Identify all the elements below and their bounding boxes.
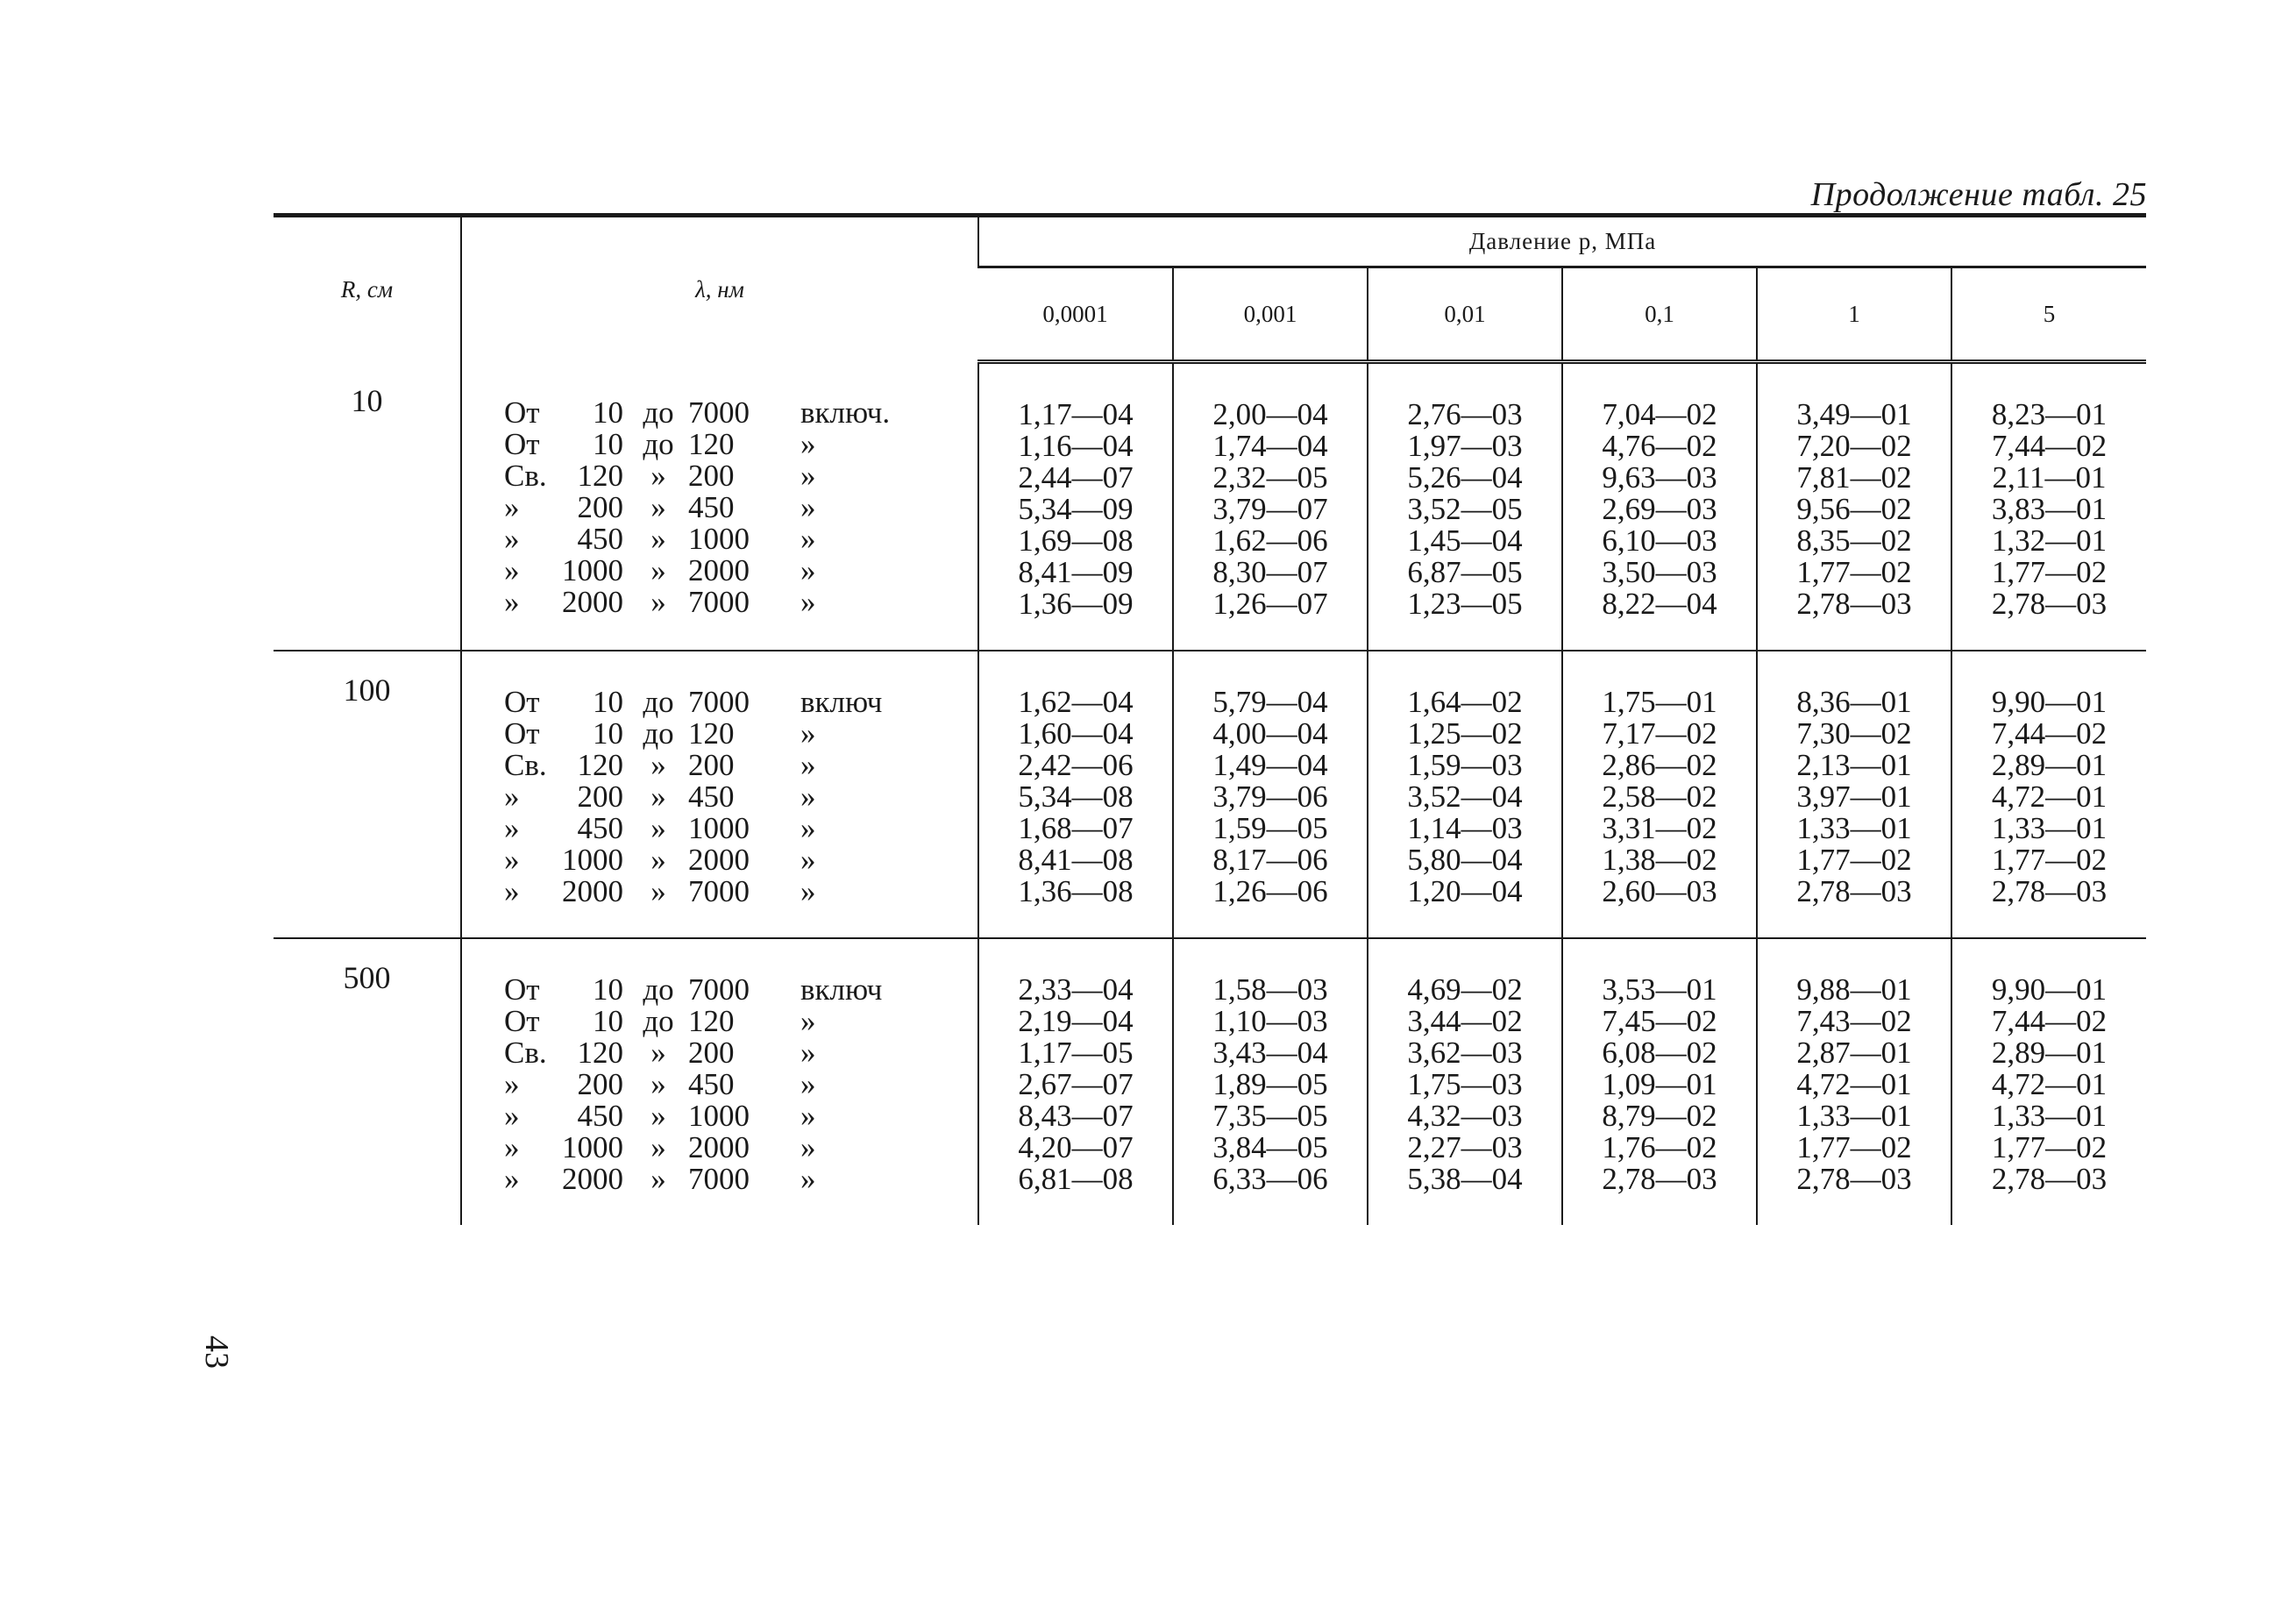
wavelength-range <box>504 750 977 781</box>
value: 1,36—09 <box>1018 587 1134 621</box>
value: 9,88—01 <box>1796 972 1912 1007</box>
value: 8,22—04 <box>1602 587 1717 621</box>
value-column-cell <box>1757 938 1951 1225</box>
header-pressure-value: 0,001 <box>1173 267 1368 362</box>
wavelength-range-cell <box>461 651 978 938</box>
range-part: 2000 <box>562 874 623 908</box>
range-part: » <box>800 716 816 751</box>
range-part: » <box>650 748 666 782</box>
value: 1,59—05 <box>1212 811 1328 845</box>
table-caption: Продолжение табл. 25 <box>1810 176 2147 213</box>
range-part: » <box>504 584 520 619</box>
range-part: » <box>800 874 816 908</box>
range-part: 7000 <box>688 395 750 430</box>
value: 2,87—01 <box>1796 1036 1912 1070</box>
value: 1,75—03 <box>1407 1067 1523 1101</box>
range-part: до <box>643 716 674 751</box>
range-part: » <box>800 426 816 461</box>
value: 1,36—08 <box>1018 874 1134 908</box>
value: 9,56—02 <box>1796 492 1912 526</box>
value-column-cell <box>1757 362 1951 651</box>
value: 1,32—01 <box>1991 523 2108 558</box>
range-part: » <box>800 1067 816 1101</box>
value: 1,17—05 <box>1018 1036 1134 1070</box>
value: 1,69—08 <box>1018 523 1134 558</box>
value: 6,08—02 <box>1602 1036 1717 1070</box>
value: 4,00—04 <box>1212 716 1328 751</box>
value: 4,76—02 <box>1602 429 1717 463</box>
range-part: » <box>504 874 520 908</box>
range-part: » <box>650 1099 666 1133</box>
value: 3,49—01 <box>1796 397 1912 431</box>
wavelength-range <box>504 552 977 587</box>
value: 2,13—01 <box>1796 748 1912 782</box>
value-column-cell <box>1951 938 2146 1225</box>
value: 2,78—03 <box>1602 1162 1717 1196</box>
value: 1,97—03 <box>1407 429 1523 463</box>
value: 6,33—06 <box>1212 1162 1328 1196</box>
value: 6,87—05 <box>1407 555 1523 589</box>
range-part: » <box>504 1067 520 1101</box>
value: 2,60—03 <box>1602 874 1717 908</box>
value: 3,79—07 <box>1212 492 1328 526</box>
value: 1,76—02 <box>1602 1130 1717 1164</box>
value: 2,00—04 <box>1212 397 1328 431</box>
value: 7,35—05 <box>1212 1099 1328 1133</box>
value: 1,14—03 <box>1407 811 1523 845</box>
value: 2,19—04 <box>1018 1004 1134 1038</box>
wavelength-range <box>504 426 977 461</box>
value-column-cell <box>978 938 1173 1225</box>
range-part: 120 <box>577 1036 623 1070</box>
value: 2,44—07 <box>1018 460 1134 495</box>
value-column-cell <box>1368 362 1562 651</box>
range-part: » <box>800 843 816 877</box>
value-column-cell <box>1173 651 1368 938</box>
header-r: R, см <box>340 275 394 303</box>
header-pressure-value: 1 <box>1757 267 1951 362</box>
value: 7,04—02 <box>1602 397 1717 431</box>
value: 2,78—03 <box>1991 874 2108 908</box>
value-column-cell <box>1951 362 2146 651</box>
value: 1,09—01 <box>1602 1067 1717 1101</box>
value: 1,49—04 <box>1212 748 1328 782</box>
range-part: » <box>650 1036 666 1070</box>
value: 4,69—02 <box>1407 972 1523 1007</box>
range-part: » <box>800 811 816 845</box>
range-part: От <box>504 685 540 719</box>
range-part: 7000 <box>688 972 750 1007</box>
range-part: до <box>643 685 674 719</box>
range-part: » <box>800 584 816 619</box>
value: 2,32—05 <box>1212 460 1328 495</box>
range-part: » <box>800 552 816 587</box>
value: 1,16—04 <box>1018 429 1134 463</box>
wavelength-range <box>504 584 977 619</box>
value: 2,89—01 <box>1991 1036 2108 1070</box>
wavelength-range <box>504 1006 977 1037</box>
range-part: » <box>504 552 520 587</box>
value: 8,41—09 <box>1018 555 1134 589</box>
value: 1,77—02 <box>1991 843 2108 877</box>
range-part: » <box>504 521 520 556</box>
value-column-cell <box>1951 651 2146 938</box>
range-part: От <box>504 716 540 751</box>
value-column-cell <box>1562 651 1757 938</box>
value: 1,62—04 <box>1018 685 1134 719</box>
range-part: » <box>800 1004 816 1038</box>
range-part: включ <box>800 685 883 719</box>
value: 1,77—02 <box>1796 843 1912 877</box>
value-column-cell <box>1368 938 1562 1225</box>
range-part: 450 <box>577 811 623 845</box>
value: 1,58—03 <box>1212 972 1328 1007</box>
range-part: » <box>504 1130 520 1164</box>
value: 7,44—02 <box>1991 1004 2108 1038</box>
value: 2,11—01 <box>1992 460 2107 495</box>
range-part: 1000 <box>562 1130 623 1164</box>
range-part: 200 <box>577 489 623 524</box>
table-row-group <box>274 938 2146 1225</box>
value: 3,44—02 <box>1407 1004 1523 1038</box>
value: 9,90—01 <box>1991 972 2108 1007</box>
range-part: 200 <box>688 458 735 493</box>
value: 6,81—08 <box>1018 1162 1134 1196</box>
range-part: От <box>504 426 540 461</box>
range-part: » <box>800 521 816 556</box>
value: 7,43—02 <box>1796 1004 1912 1038</box>
range-part: » <box>504 1099 520 1133</box>
range-part: » <box>800 780 816 814</box>
value-column-cell <box>978 651 1173 938</box>
range-part: 10 <box>593 685 623 719</box>
header-pressure-value: 0,1 <box>1562 267 1757 362</box>
table-header <box>274 216 2146 362</box>
value: 8,23—01 <box>1991 397 2108 431</box>
wavelength-range <box>504 460 977 492</box>
header-lambda: λ, нм <box>461 216 978 362</box>
range-part: 2000 <box>688 1130 750 1164</box>
value: 5,26—04 <box>1407 460 1523 495</box>
value: 1,60—04 <box>1018 716 1134 751</box>
data-table <box>274 213 2146 1225</box>
value: 2,78—03 <box>1991 587 2108 621</box>
wavelength-range-cell <box>461 938 978 1225</box>
range-part: 1000 <box>688 521 750 556</box>
value: 5,34—09 <box>1018 492 1134 526</box>
value: 3,97—01 <box>1796 780 1912 814</box>
value: 3,53—01 <box>1602 972 1717 1007</box>
value: 1,23—05 <box>1407 587 1523 621</box>
range-part: 10 <box>593 972 623 1007</box>
range-part: 200 <box>688 748 735 782</box>
value: 7,81—02 <box>1796 460 1912 495</box>
wavelength-range <box>504 1100 977 1132</box>
value: 2,69—03 <box>1602 492 1717 526</box>
radius-cell: 10 <box>351 382 383 418</box>
value: 5,34—08 <box>1018 780 1134 814</box>
range-part: 1000 <box>562 843 623 877</box>
range-part: 2000 <box>688 843 750 877</box>
value: 1,33—01 <box>1796 811 1912 845</box>
wavelength-range <box>504 974 977 1006</box>
value: 8,41—08 <box>1018 843 1134 877</box>
value: 5,79—04 <box>1212 685 1328 719</box>
value: 2,78—03 <box>1796 1162 1912 1196</box>
value: 8,35—02 <box>1796 523 1912 558</box>
range-part: » <box>800 1130 816 1164</box>
range-part: 7000 <box>688 874 750 908</box>
wavelength-range <box>504 489 977 524</box>
value: 8,36—01 <box>1796 685 1912 719</box>
value: 8,43—07 <box>1018 1099 1134 1133</box>
value: 2,78—03 <box>1991 1162 2108 1196</box>
value: 2,27—03 <box>1407 1130 1523 1164</box>
value: 1,77—02 <box>1796 555 1912 589</box>
range-part: 450 <box>577 521 623 556</box>
value: 1,77—02 <box>1796 1130 1912 1164</box>
header-pressure-value: 0,01 <box>1368 267 1562 362</box>
value: 9,90—01 <box>1991 685 2108 719</box>
value: 1,17—04 <box>1018 397 1134 431</box>
range-part: 10 <box>593 395 623 430</box>
value: 3,52—05 <box>1407 492 1523 526</box>
table-body <box>274 362 2146 1226</box>
range-part: » <box>800 489 816 524</box>
range-part: 120 <box>688 716 735 751</box>
value: 2,33—04 <box>1018 972 1134 1007</box>
value: 1,33—01 <box>1796 1099 1912 1133</box>
value-column-cell <box>1757 651 1951 938</box>
range-part: 450 <box>688 780 735 814</box>
range-part: » <box>650 780 666 814</box>
value: 1,33—01 <box>1991 811 2108 845</box>
range-part: » <box>504 843 520 877</box>
range-part: 200 <box>577 780 623 814</box>
value: 1,25—02 <box>1407 716 1523 751</box>
value: 3,62—03 <box>1407 1036 1523 1070</box>
range-part: » <box>800 1162 816 1196</box>
value: 1,59—03 <box>1407 748 1523 782</box>
range-part: до <box>643 395 674 430</box>
range-part: 450 <box>577 1099 623 1133</box>
wavelength-range-cell <box>461 362 978 651</box>
value: 7,20—02 <box>1796 429 1912 463</box>
range-part: 2000 <box>562 584 623 619</box>
value: 1,74—04 <box>1212 429 1328 463</box>
range-part: 7000 <box>688 584 750 619</box>
value-column-cell <box>1562 938 1757 1225</box>
value: 5,38—04 <box>1407 1162 1523 1196</box>
range-part: 450 <box>688 1067 735 1101</box>
value: 1,26—06 <box>1212 874 1328 908</box>
value: 7,45—02 <box>1602 1004 1717 1038</box>
value-column-cell <box>978 362 1173 651</box>
range-part: 120 <box>577 748 623 782</box>
range-part: » <box>800 748 816 782</box>
value: 9,63—03 <box>1602 460 1717 495</box>
wavelength-range <box>504 813 977 844</box>
range-part: до <box>643 426 674 461</box>
range-part: 2000 <box>688 552 750 587</box>
value: 7,30—02 <box>1796 716 1912 751</box>
range-part: От <box>504 972 540 1007</box>
value: 2,78—03 <box>1796 587 1912 621</box>
wavelength-range <box>504 1164 977 1195</box>
range-part: » <box>650 552 666 587</box>
value: 1,75—01 <box>1602 685 1717 719</box>
wavelength-range <box>504 844 977 876</box>
range-part: » <box>504 1162 520 1196</box>
value: 3,50—03 <box>1602 555 1717 589</box>
range-part: до <box>643 1004 674 1038</box>
value: 7,44—02 <box>1991 429 2108 463</box>
range-part: 7000 <box>688 685 750 719</box>
value: 1,68—07 <box>1018 811 1134 845</box>
value: 5,80—04 <box>1407 843 1523 877</box>
wavelength-range <box>504 781 977 813</box>
range-part: » <box>650 521 666 556</box>
header-pressure-value: 0,0001 <box>978 267 1173 362</box>
value: 4,72—01 <box>1991 780 2108 814</box>
header-pressure: Давление p, МПа <box>978 216 2146 267</box>
range-part: От <box>504 1004 540 1038</box>
wavelength-range <box>504 1069 977 1100</box>
range-part: Св. <box>504 748 547 782</box>
wavelength-range <box>504 718 977 750</box>
value: 6,10—03 <box>1602 523 1717 558</box>
table-row-group <box>274 651 2146 938</box>
range-part: » <box>650 1162 666 1196</box>
range-part: » <box>650 489 666 524</box>
value: 3,43—04 <box>1212 1036 1328 1070</box>
value: 2,42—06 <box>1018 748 1134 782</box>
value: 1,62—06 <box>1212 523 1328 558</box>
range-part: включ. <box>800 395 891 430</box>
wavelength-range <box>504 876 977 908</box>
value: 2,76—03 <box>1407 397 1523 431</box>
range-part: 7000 <box>688 1162 750 1196</box>
range-part: » <box>800 1099 816 1133</box>
range-part: » <box>650 811 666 845</box>
value: 2,78—03 <box>1796 874 1912 908</box>
value: 7,44—02 <box>1991 716 2108 751</box>
value: 1,20—04 <box>1407 874 1523 908</box>
value: 1,26—07 <box>1212 587 1328 621</box>
range-part: » <box>504 811 520 845</box>
range-part: 200 <box>577 1067 623 1101</box>
header-pressure-value: 5 <box>1951 267 2146 362</box>
radius-cell: 500 <box>274 938 461 1225</box>
value-column-cell <box>1173 362 1368 651</box>
range-part: » <box>650 1130 666 1164</box>
range-part: до <box>643 972 674 1007</box>
range-part: » <box>650 874 666 908</box>
range-part: 200 <box>688 1036 735 1070</box>
range-part: 10 <box>593 716 623 751</box>
range-part: » <box>650 843 666 877</box>
radius-cell: 100 <box>274 651 461 938</box>
value: 2,58—02 <box>1602 780 1717 814</box>
value: 1,64—02 <box>1407 685 1523 719</box>
value: 1,10—03 <box>1212 1004 1328 1038</box>
range-part: » <box>650 584 666 619</box>
range-part: Св. <box>504 1036 547 1070</box>
range-part: 10 <box>593 1004 623 1038</box>
value: 2,86—02 <box>1602 748 1717 782</box>
value: 2,89—01 <box>1991 748 2108 782</box>
value: 2,67—07 <box>1018 1067 1134 1101</box>
value: 1,77—02 <box>1991 555 2108 589</box>
value-column-cell <box>1562 362 1757 651</box>
value: 4,20—07 <box>1018 1130 1134 1164</box>
value-column-cell <box>1173 938 1368 1225</box>
range-part: 10 <box>593 426 623 461</box>
value: 3,79—06 <box>1212 780 1328 814</box>
range-part: » <box>800 458 816 493</box>
range-part: Св. <box>504 458 547 493</box>
value-column-cell <box>1368 651 1562 938</box>
range-part: » <box>650 458 666 493</box>
value: 7,17—02 <box>1602 716 1717 751</box>
wavelength-range <box>504 523 977 555</box>
range-part: От <box>504 395 540 430</box>
range-part: 120 <box>577 458 623 493</box>
value: 3,84—05 <box>1212 1130 1328 1164</box>
range-part: 1000 <box>688 811 750 845</box>
range-part: » <box>504 780 520 814</box>
value: 4,72—01 <box>1991 1067 2108 1101</box>
page-number: 43 <box>198 1335 235 1369</box>
range-part: » <box>504 489 520 524</box>
value: 1,38—02 <box>1602 843 1717 877</box>
value: 8,30—07 <box>1212 555 1328 589</box>
wavelength-range <box>504 1037 977 1069</box>
value: 4,32—03 <box>1407 1099 1523 1133</box>
range-part: » <box>800 1036 816 1070</box>
wavelength-range <box>504 1132 977 1164</box>
range-part: 1000 <box>688 1099 750 1133</box>
wavelength-range <box>504 397 977 429</box>
range-part: 2000 <box>562 1162 623 1196</box>
value: 8,17—06 <box>1212 843 1328 877</box>
value: 3,31—02 <box>1602 811 1717 845</box>
value: 1,33—01 <box>1991 1099 2108 1133</box>
value: 1,45—04 <box>1407 523 1523 558</box>
range-part: включ <box>800 972 883 1007</box>
wavelength-range <box>504 687 977 718</box>
range-part: » <box>650 1067 666 1101</box>
range-part: 450 <box>688 489 735 524</box>
range-part: 120 <box>688 426 735 461</box>
value: 3,52—04 <box>1407 780 1523 814</box>
value: 1,89—05 <box>1212 1067 1328 1101</box>
value: 3,83—01 <box>1991 492 2108 526</box>
value: 1,77—02 <box>1991 1130 2108 1164</box>
value: 8,79—02 <box>1602 1099 1717 1133</box>
value: 4,72—01 <box>1796 1067 1912 1101</box>
table-row-group <box>274 362 2146 651</box>
range-part: 1000 <box>562 552 623 587</box>
range-part: 120 <box>688 1004 735 1038</box>
